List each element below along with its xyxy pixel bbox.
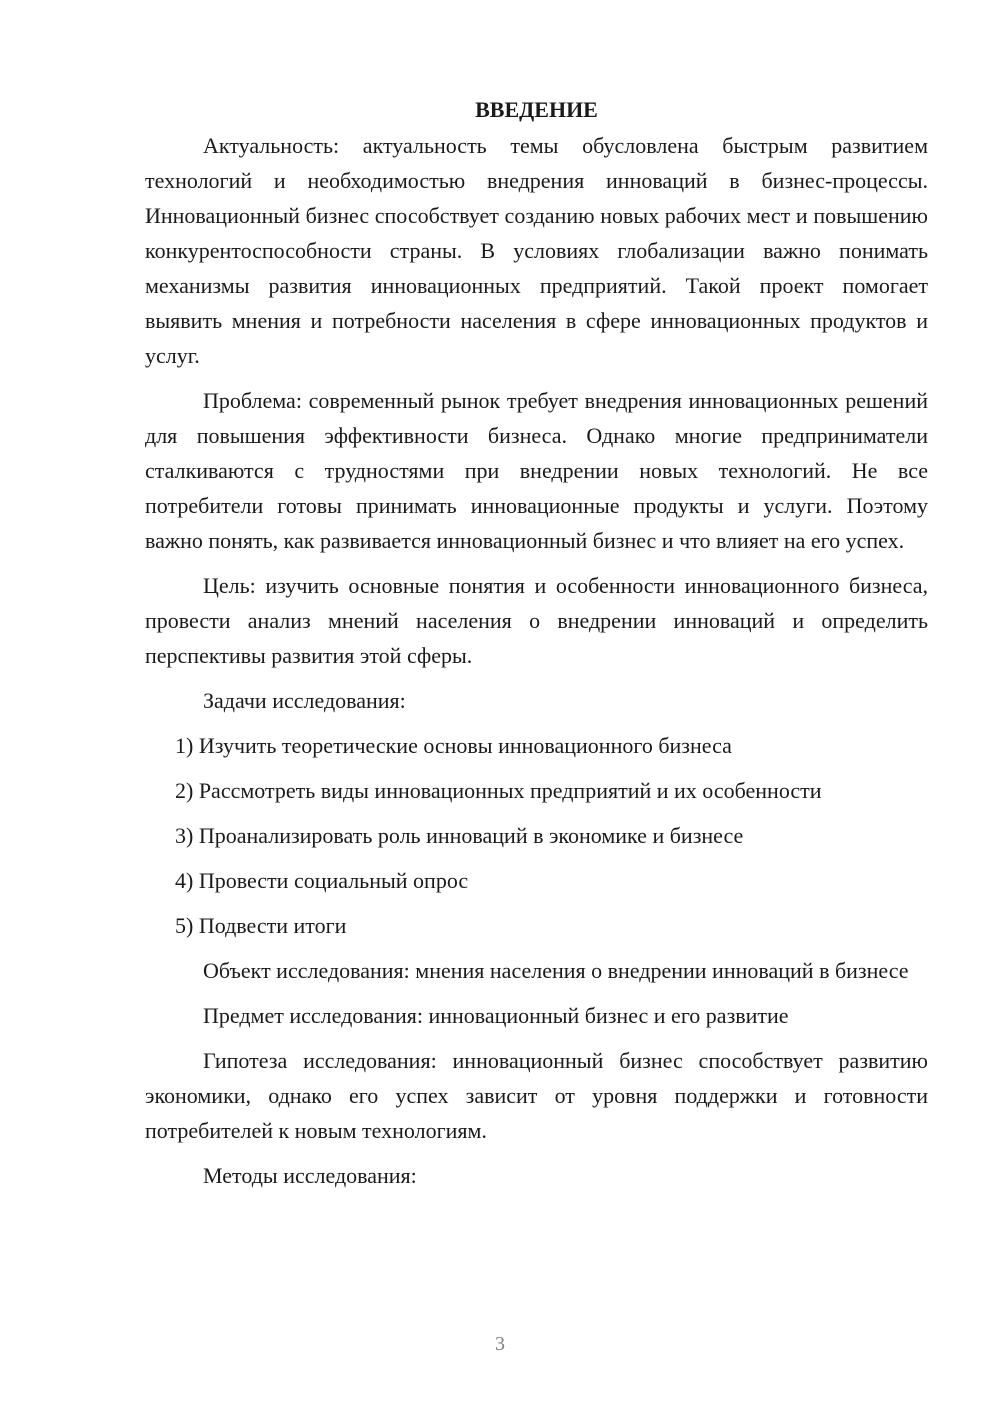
methods-title: Методы исследования:	[203, 1163, 417, 1188]
task-item: 5) Подвести итоги	[175, 913, 347, 938]
tasks-title: Задачи исследования:	[203, 688, 406, 713]
goal-paragraph: Цель: изучить основные понятия и особенности инновационного бизнеса, провести анализ мнений населения о внедрении инноваций и определить перспективы развития этой сферы.	[145, 573, 928, 668]
tasks-list	[145, 728, 928, 943]
relevance-paragraph: Актуальность: актуальность темы обусловлена быстрым развитием технологий и необходимостью внедрения инноваций в бизнес-процессы. Инновационный бизнес способствует созданию новых рабочих мест и повышению конкурентоспособности страны. В условиях глобализации важно понимать механизмы развития инновационных предприятий. Такой проект помогает выявить мнения и потребности населения в сфере инновационных продуктов и услуг.	[145, 133, 928, 368]
problem-paragraph: Проблема: современный рынок требует внедрения инновационных решений для повышения эффективности бизнеса. Однако многие предприниматели сталкиваются с трудностями при внедрении новых технологий. Не все потребители готовы принимать инновационные продукты и услуги. Поэтому важно понять, как развивается инновационный бизнес и что влияет на его успех.	[145, 388, 928, 553]
page-content	[145, 92, 928, 1203]
page-number: 3	[495, 1333, 505, 1355]
task-item: 1) Изучить теоретические основы инновационного бизнеса	[175, 733, 732, 758]
subject-paragraph: Предмет исследования: инновационный бизнес и его развитие	[203, 1003, 789, 1028]
section-heading: ВВЕДЕНИЕ	[475, 97, 598, 122]
object-paragraph: Объект исследования: мнения населения о внедрении инноваций в бизнесе	[203, 958, 909, 983]
hypothesis-paragraph: Гипотеза исследования: инновационный бизнес способствует развитию экономики, однако его успех зависит от уровня поддержки и готовности потребителей к новым технологиям.	[145, 1048, 928, 1143]
task-item: 4) Провести социальный опрос	[175, 868, 469, 893]
task-item: 3) Проанализировать роль инноваций в экономике и бизнесе	[175, 823, 744, 848]
task-item: 2) Рассмотреть виды инновационных предприятий и их особенности	[175, 778, 822, 803]
